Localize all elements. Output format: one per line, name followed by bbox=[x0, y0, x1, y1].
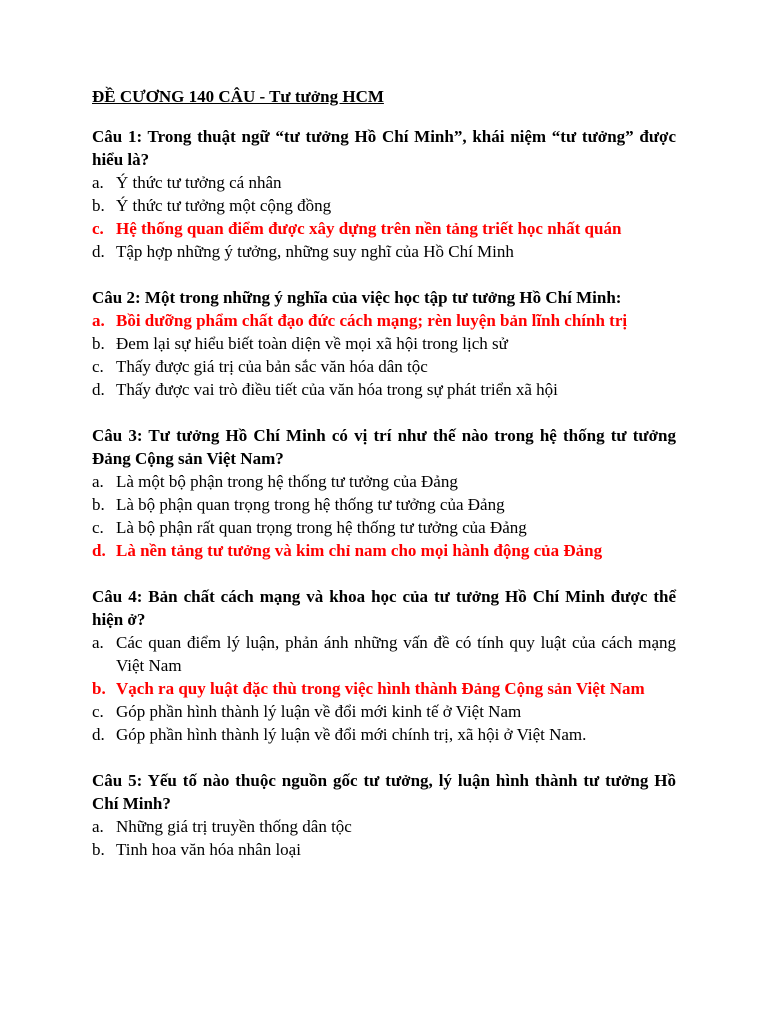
option-text: Các quan điểm lý luận, phản ánh những vấn đề có tính quy luật của cách mạng Việt Nam bbox=[116, 633, 676, 675]
correct-answer-option bbox=[92, 217, 676, 240]
option-letter: c. bbox=[92, 518, 104, 537]
option-text: Hệ thống quan điểm được xây dựng trên nền tảng triết học nhất quán bbox=[116, 219, 622, 238]
option-letter: d. bbox=[92, 242, 105, 261]
option-text: Ý thức tư tưởng cá nhân bbox=[116, 173, 282, 192]
option-list bbox=[92, 309, 676, 401]
question-block bbox=[92, 585, 676, 746]
answer-option bbox=[92, 516, 676, 539]
answer-option bbox=[92, 493, 676, 516]
option-letter: b. bbox=[92, 196, 105, 215]
option-text: Tập hợp những ý tưởng, những suy nghĩ của Hồ Chí Minh bbox=[116, 242, 514, 261]
option-text: Thấy được vai trò điều tiết của văn hóa trong sự phát triển xã hội bbox=[116, 380, 558, 399]
option-text: Góp phần hình thành lý luận về đổi mới kinh tế ở Việt Nam bbox=[116, 702, 522, 721]
document-page bbox=[92, 86, 676, 884]
option-list bbox=[92, 815, 676, 861]
option-text: Góp phần hình thành lý luận về đổi mới chính trị, xã hội ở Việt Nam. bbox=[116, 725, 587, 744]
question-text: Câu 5: Yếu tố nào thuộc nguồn gốc tư tưởng, lý luận hình thành tư tưởng Hồ Chí Minh? bbox=[92, 771, 676, 813]
question-block bbox=[92, 769, 676, 861]
option-text: Những giá trị truyền thống dân tộc bbox=[116, 817, 352, 836]
option-letter: a. bbox=[92, 472, 104, 491]
option-letter: a. bbox=[92, 311, 105, 330]
answer-option bbox=[92, 194, 676, 217]
option-letter: b. bbox=[92, 679, 106, 698]
answer-option bbox=[92, 631, 676, 677]
answer-option bbox=[92, 470, 676, 493]
option-text: Là một bộ phận trong hệ thống tư tưởng của Đảng bbox=[116, 472, 458, 491]
answer-option bbox=[92, 838, 676, 861]
option-letter: b. bbox=[92, 334, 105, 353]
correct-answer-option bbox=[92, 539, 676, 562]
option-list bbox=[92, 171, 676, 263]
answer-option bbox=[92, 378, 676, 401]
option-letter: d. bbox=[92, 541, 106, 560]
option-letter: c. bbox=[92, 357, 104, 376]
option-list bbox=[92, 631, 676, 746]
option-letter: c. bbox=[92, 219, 104, 238]
question-list bbox=[92, 125, 676, 861]
option-letter: b. bbox=[92, 840, 105, 859]
option-text: Đem lại sự hiểu biết toàn diện về mọi xã hội trong lịch sử bbox=[116, 334, 508, 353]
question-text: Câu 1: Trong thuật ngữ “tư tưởng Hồ Chí Minh”, khái niệm “tư tưởng” được hiểu là? bbox=[92, 127, 676, 169]
option-text: Là bộ phận rất quan trọng trong hệ thống tư tưởng của Đảng bbox=[116, 518, 527, 537]
option-letter: d. bbox=[92, 380, 105, 399]
answer-option bbox=[92, 332, 676, 355]
answer-option bbox=[92, 171, 676, 194]
answer-option bbox=[92, 355, 676, 378]
answer-option bbox=[92, 815, 676, 838]
question-block bbox=[92, 424, 676, 562]
document-title: ĐỀ CƯƠNG 140 CÂU - Tư tưởng HCM bbox=[92, 87, 384, 106]
correct-answer-option bbox=[92, 309, 676, 332]
answer-option bbox=[92, 240, 676, 263]
question-text: Câu 3: Tư tưởng Hồ Chí Minh có vị trí như thế nào trong hệ thống tư tưởng Đảng Cộng sản Việt Nam? bbox=[92, 426, 676, 468]
option-text: Ý thức tư tưởng một cộng đồng bbox=[116, 196, 332, 215]
option-letter: c. bbox=[92, 702, 104, 721]
option-text: Bồi dưỡng phẩm chất đạo đức cách mạng; rèn luyện bản lĩnh chính trị bbox=[116, 311, 628, 330]
question-block bbox=[92, 125, 676, 263]
correct-answer-option bbox=[92, 677, 676, 700]
option-text: Là nền tảng tư tưởng và kim chỉ nam cho mọi hành động của Đảng bbox=[116, 541, 603, 560]
option-text: Vạch ra quy luật đặc thù trong việc hình thành Đảng Cộng sản Việt Nam bbox=[116, 679, 645, 698]
option-letter: a. bbox=[92, 633, 104, 652]
option-letter: d. bbox=[92, 725, 105, 744]
question-text: Câu 2: Một trong những ý nghĩa của việc học tập tư tưởng Hồ Chí Minh: bbox=[92, 288, 622, 307]
option-letter: a. bbox=[92, 817, 104, 836]
option-letter: b. bbox=[92, 495, 105, 514]
answer-option bbox=[92, 723, 676, 746]
option-text: Thấy được giá trị của bản sắc văn hóa dân tộc bbox=[116, 357, 428, 376]
answer-option bbox=[92, 700, 676, 723]
question-block bbox=[92, 286, 676, 401]
question-text: Câu 4: Bản chất cách mạng và khoa học của tư tưởng Hồ Chí Minh được thể hiện ở? bbox=[92, 587, 676, 629]
option-text: Là bộ phận quan trọng trong hệ thống tư tưởng của Đảng bbox=[116, 495, 505, 514]
option-text: Tinh hoa văn hóa nhân loại bbox=[116, 840, 301, 859]
option-list bbox=[92, 470, 676, 562]
option-letter: a. bbox=[92, 173, 104, 192]
